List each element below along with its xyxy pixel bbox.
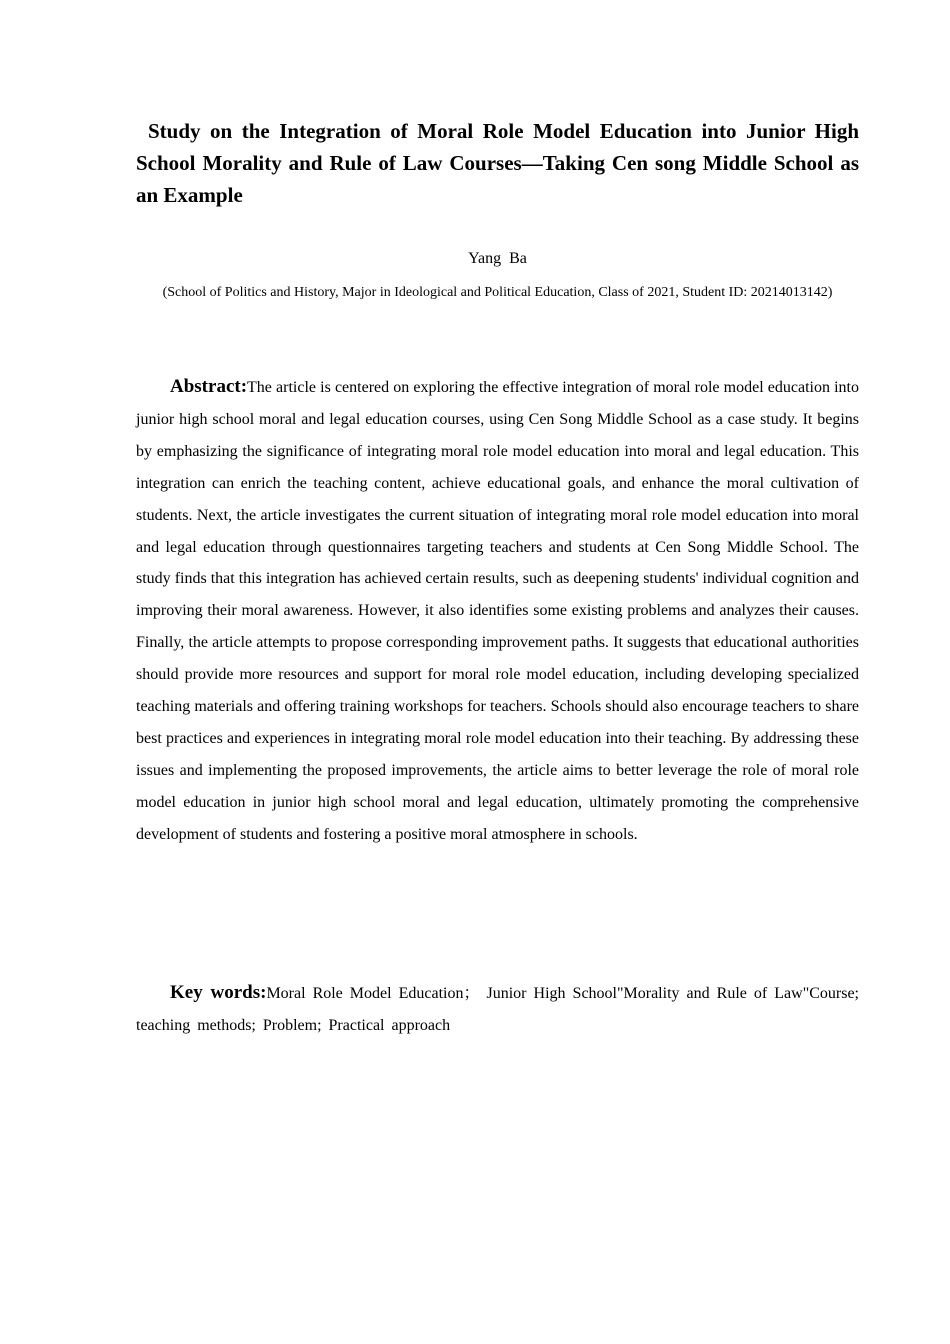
keywords (136, 977, 859, 1042)
author-affiliation: (School of Politics and History, Major in Ideological and Political Education, Class of 2021, Student ID: 20214013142) (162, 285, 833, 300)
keywords-text: Moral Role Model Education； Junior High School"Morality and Rule of Law"Course; teaching methods; Problem; Practical approach (136, 985, 860, 1034)
author-name: Yang Ba (468, 250, 527, 267)
abstract-label: Abstract: (170, 376, 248, 397)
abstract-text: The article is centered on exploring the effective integration of moral role model education into junior high school moral and legal education courses, using Cen Song Middle School as a case study. It begins by emphasizing the significance of integrating moral role model education into moral and legal education. This integration can enrich the teaching content, achieve educational goals, and enhance the moral cultivation of students. Next, the article investigates the current situation of integrating moral role model education into moral and legal education through questionnaires targeting teachers and students at Cen Song Middle School. The study finds that this integration has achieved certain results, such as deepening students' individual cognition and improving their moral awareness. However, it also identifies some existing problems and analyzes their causes. Finally, the article attempts to propose corresponding improvement paths. It suggests that educational authorities should provide more resources and support for moral role model education, including developing specialized teaching materials and offering training workshops for teachers. Schools should also encourage teachers to share best practices and experiences in integrating moral role model education into their teaching. By addressing these issues and implementing the proposed improvements, the article aims to better leverage the role of moral role model education in junior high school moral and legal education, ultimately promoting the comprehensive development of students and fostering a positive moral atmosphere in schools. (136, 379, 859, 843)
abstract (136, 371, 859, 851)
paper-title: Study on the Integration of Moral Role Model Education into Junior High School Morality and Rule of Law Courses—Taking Cen song Middle School as an Example (136, 119, 859, 207)
keywords-label: Key words: (170, 982, 267, 1003)
